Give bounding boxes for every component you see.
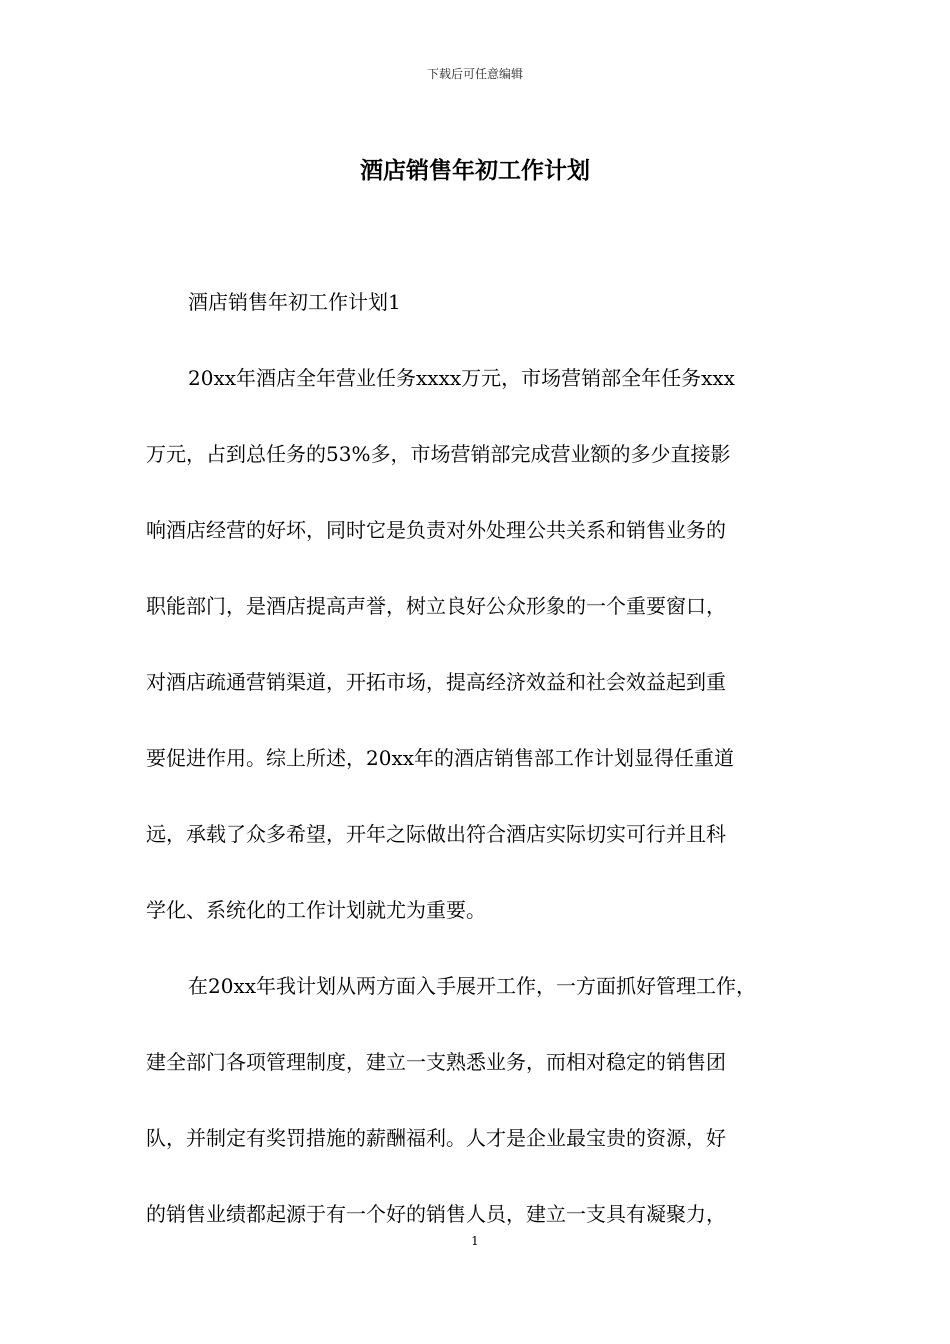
section-heading-text: 酒店销售年初工作计划1: [188, 290, 401, 314]
paragraph-line: 建全部门各项管理制度，建立一支熟悉业务，而相对稳定的销售团: [146, 1050, 726, 1074]
paragraph-line: 要促进作用。综上所述，20xx年的酒店销售部工作计划显得任重道: [146, 746, 735, 770]
paragraph-line: 20xx年酒店全年营业任务xxxx万元，市场营销部全年任务xxx: [188, 366, 735, 390]
header-note: 下载后可任意编辑: [426, 67, 523, 81]
paragraph-line: 对酒店疏通营销渠道，开拓市场，提高经济效益和社会效益起到重: [146, 670, 726, 694]
paragraph-2: [146, 967, 808, 1233]
page-number: 1: [471, 1234, 479, 1248]
paragraph-line: 的销售业绩都起源于有一个好的销售人员，建立一支具有凝聚力，: [146, 1202, 726, 1226]
paragraph-line: 响酒店经营的好坏，同时它是负责对外处理公共关系和销售业务的: [146, 518, 726, 542]
document-body: [146, 283, 808, 1271]
paragraph-line: 远，承载了众多希望，开年之际做出符合酒店实际切实可行并且科: [146, 822, 726, 846]
paragraph-1: [146, 359, 808, 929]
paragraph-line: 职能部门，是酒店提高声誉，树立良好公众形象的一个重要窗口，: [146, 594, 726, 618]
section-heading: [146, 283, 808, 321]
paragraph-line: 队，并制定有奖罚措施的薪酬福利。人才是企业最宝贵的资源，好: [146, 1126, 726, 1150]
paragraph-line: 学化、系统化的工作计划就尤为重要。: [146, 898, 486, 922]
document-title: 酒店销售年初工作计划: [360, 157, 590, 184]
paragraph-line: 万元，占到总任务的53%多，市场营销部完成营业额的多少直接影: [146, 442, 731, 466]
paragraph-line: 在20xx年我计划从两方面入手展开工作，一方面抓好管理工作，: [188, 974, 757, 998]
